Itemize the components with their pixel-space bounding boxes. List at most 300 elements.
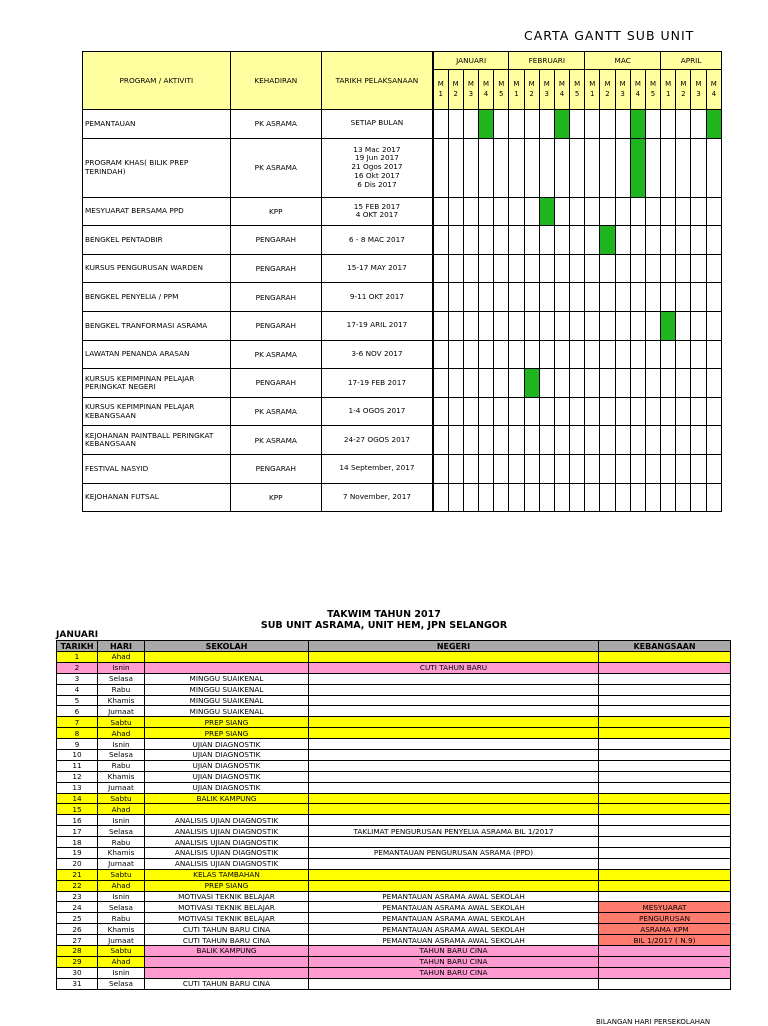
takwim-kebangsaan	[599, 673, 731, 684]
gantt-row	[83, 426, 722, 455]
gantt-week-cell	[554, 70, 569, 110]
gantt-dates	[321, 254, 433, 283]
gantt-week-slot	[478, 397, 493, 426]
takwim-kebangsaan	[599, 771, 731, 782]
gantt-week-slot	[524, 454, 539, 483]
gantt-week-slot	[661, 483, 676, 512]
takwim-day: Rabu	[98, 837, 145, 848]
gantt-week-slot	[585, 340, 600, 369]
takwim-row	[57, 869, 731, 880]
takwim-negeri: PEMANTAUAN ASRAMA AWAL SEKOLAH	[309, 935, 599, 946]
takwim-day: Ahad	[98, 652, 145, 663]
gantt-week-slot	[539, 426, 554, 455]
week-prefix: M	[543, 80, 550, 89]
gantt-week-slot	[554, 340, 569, 369]
takwim-row	[57, 880, 731, 891]
takwim-negeri	[309, 652, 599, 663]
gantt-week-slot	[494, 226, 509, 255]
gantt-week-slot	[676, 138, 691, 197]
takwim-row	[57, 913, 731, 924]
gantt-week-slot	[539, 340, 554, 369]
gantt-week-slot	[524, 254, 539, 283]
takwim-date: 21	[57, 869, 98, 880]
takwim-kebangsaan	[599, 760, 731, 771]
gantt-week-slot	[600, 283, 615, 312]
gantt-week-slot	[433, 138, 448, 197]
takwim-kebangsaan	[599, 793, 731, 804]
week-prefix: M	[513, 80, 520, 89]
takwim-date: 2	[57, 662, 98, 673]
takwim-day: Sabtu	[98, 946, 145, 957]
takwim-day: Khamis	[98, 848, 145, 859]
gantt-week-slot	[676, 369, 691, 398]
gantt-row	[83, 483, 722, 512]
takwim-date: 19	[57, 848, 98, 859]
gantt-week-slot	[706, 483, 721, 512]
takwim-kebangsaan	[599, 946, 731, 957]
gantt-row	[83, 283, 722, 312]
gantt-activity: KEJOHANAN FUTSAL	[83, 483, 231, 512]
takwim-date: 28	[57, 946, 98, 957]
takwim-negeri: CUTI TAHUN BARU	[309, 662, 599, 673]
gantt-active-cell	[661, 311, 676, 340]
gantt-week-slot	[554, 397, 569, 426]
takwim-day: Selasa	[98, 902, 145, 913]
week-number: 2	[605, 89, 610, 98]
takwim-day: Selasa	[98, 750, 145, 761]
gantt-week-slot	[585, 483, 600, 512]
takwim-row	[57, 739, 731, 750]
takwim-title: TAKWIM TAHUN 2017	[327, 609, 441, 620]
takwim-date: 9	[57, 739, 98, 750]
takwim-date: 13	[57, 782, 98, 793]
takwim-row	[57, 837, 731, 848]
gantt-table-container	[82, 51, 717, 517]
gantt-attendance: PENGARAH	[230, 311, 321, 340]
takwim-negeri	[309, 837, 599, 848]
takwim-row	[57, 793, 731, 804]
gantt-week-slot	[524, 283, 539, 312]
takwim-day: Sabtu	[98, 869, 145, 880]
gantt-week-slot	[463, 197, 478, 226]
gantt-week-cell	[494, 70, 509, 110]
gantt-week-slot	[448, 483, 463, 512]
gantt-week-slot	[554, 454, 569, 483]
gantt-week-slot	[706, 426, 721, 455]
gantt-week-slot	[706, 369, 721, 398]
gantt-week-slot	[630, 254, 645, 283]
takwim-header-row	[57, 641, 731, 652]
gantt-attendance: PENGARAH	[230, 254, 321, 283]
gantt-week-slot	[615, 197, 630, 226]
gantt-date-line: 4 OKT 2017	[355, 210, 399, 220]
takwim-row	[57, 684, 731, 695]
gantt-week-slot	[645, 483, 660, 512]
takwim-table	[56, 640, 731, 990]
gantt-activity: KURSUS PENGURUSAN WARDEN	[83, 254, 231, 283]
gantt-activity: KEJOHANAN PAINTBALL PERINGKAT KEBANGSAAN	[83, 426, 231, 455]
gantt-week-slot	[509, 369, 524, 398]
gantt-date-line: 7 November, 2017	[342, 491, 411, 501]
gantt-week-slot	[706, 340, 721, 369]
gantt-week-slot	[691, 197, 706, 226]
gantt-week-slot	[554, 369, 569, 398]
gantt-week-slot	[478, 226, 493, 255]
gantt-week-cell	[630, 70, 645, 110]
gantt-week-slot	[463, 369, 478, 398]
gantt-week-slot	[585, 426, 600, 455]
gantt-week-slot	[524, 138, 539, 197]
gantt-week-slot	[691, 454, 706, 483]
gantt-week-slot	[615, 369, 630, 398]
gantt-week-slot	[706, 283, 721, 312]
gantt-week-slot	[478, 311, 493, 340]
takwim-sekolah: PREP SIANG	[145, 880, 309, 891]
takwim-kebangsaan	[599, 891, 731, 902]
gantt-week-slot	[463, 426, 478, 455]
gantt-week-slot	[630, 454, 645, 483]
gantt-week-slot	[524, 483, 539, 512]
gantt-week-cell	[706, 70, 721, 110]
takwim-month-label: JANUARI	[56, 630, 99, 640]
takwim-day: Khamis	[98, 771, 145, 782]
takwim-kebangsaan	[599, 717, 731, 728]
gantt-dates	[321, 138, 433, 197]
takwim-day: Rabu	[98, 760, 145, 771]
gantt-active-cell	[539, 197, 554, 226]
week-prefix: M	[452, 80, 459, 89]
takwim-row	[57, 826, 731, 837]
gantt-week-cell	[463, 70, 478, 110]
gantt-week-slot	[600, 426, 615, 455]
gantt-week-slot	[524, 311, 539, 340]
gantt-week-slot	[630, 283, 645, 312]
gantt-week-slot	[600, 369, 615, 398]
gantt-week-slot	[539, 283, 554, 312]
takwim-negeri	[309, 728, 599, 739]
takwim-date: 6	[57, 706, 98, 717]
gantt-week-slot	[691, 283, 706, 312]
gantt-week-slot	[478, 426, 493, 455]
gantt-week-slot	[570, 483, 585, 512]
gantt-activity: LAWATAN PENANDA ARASAN	[83, 340, 231, 369]
takwim-day: Rabu	[98, 684, 145, 695]
takwim-row	[57, 902, 731, 913]
gantt-week-slot	[448, 138, 463, 197]
gantt-week-slot	[661, 226, 676, 255]
gantt-week-slot	[645, 254, 660, 283]
gantt-week-slot	[585, 254, 600, 283]
gantt-week-slot	[494, 254, 509, 283]
takwim-table-container	[56, 640, 730, 1002]
gantt-row	[83, 254, 722, 283]
takwim-date: 10	[57, 750, 98, 761]
gantt-dates	[321, 197, 433, 226]
gantt-week-cell	[524, 70, 539, 110]
takwim-kebangsaan	[599, 750, 731, 761]
gantt-week-slot	[585, 226, 600, 255]
gantt-week-slot	[645, 138, 660, 197]
takwim-kebangsaan	[599, 826, 731, 837]
gantt-week-slot	[554, 483, 569, 512]
footer-note: BILANGAN HARI PERSEKOLAHAN	[596, 1018, 711, 1026]
week-number: 1	[514, 89, 519, 98]
takwim-sekolah: ANALISIS UJIAN DIAGNOSTIK	[145, 858, 309, 869]
takwim-negeri	[309, 782, 599, 793]
gantt-week-slot	[448, 197, 463, 226]
gantt-month-1: FEBRUARI	[509, 52, 585, 70]
takwim-date: 30	[57, 967, 98, 978]
gantt-week-slot	[463, 454, 478, 483]
gantt-activity: BENGKEL PENTADBIR	[83, 226, 231, 255]
gantt-week-slot	[494, 426, 509, 455]
gantt-week-slot	[570, 254, 585, 283]
takwim-row	[57, 935, 731, 946]
gantt-week-slot	[539, 226, 554, 255]
gantt-week-slot	[615, 340, 630, 369]
gantt-week-cell	[478, 70, 493, 110]
gantt-week-slot	[600, 197, 615, 226]
takwim-day: Ahad	[98, 880, 145, 891]
gantt-week-slot	[554, 197, 569, 226]
gantt-dates	[321, 426, 433, 455]
gantt-week-slot	[585, 283, 600, 312]
gantt-week-slot	[509, 311, 524, 340]
takwim-day: Jumaat	[98, 706, 145, 717]
gantt-week-slot	[570, 226, 585, 255]
takwim-kebangsaan	[599, 837, 731, 848]
gantt-attendance: PK ASRAMA	[230, 426, 321, 455]
week-prefix: M	[528, 80, 535, 89]
week-number: 2	[453, 89, 458, 98]
gantt-week-slot	[645, 311, 660, 340]
takwim-negeri	[309, 706, 599, 717]
gantt-week-slot	[585, 397, 600, 426]
takwim-sekolah: MOTIVASI TEKNIK BELAJAR	[145, 891, 309, 902]
gantt-week-slot	[448, 311, 463, 340]
takwim-row	[57, 967, 731, 978]
gantt-week-slot	[433, 254, 448, 283]
takwim-date: 4	[57, 684, 98, 695]
gantt-attendance: PK ASRAMA	[230, 340, 321, 369]
week-number: 3	[544, 89, 549, 98]
gantt-activity: BENGKEL TRANFORMASI ASRAMA	[83, 311, 231, 340]
takwim-day: Selasa	[98, 673, 145, 684]
gantt-week-slot	[570, 340, 585, 369]
gantt-header-program: PROGRAM / AKTIVITI	[83, 52, 231, 110]
takwim-sekolah: KELAS TAMBAHAN	[145, 869, 309, 880]
gantt-week-slot	[478, 138, 493, 197]
gantt-dates	[321, 283, 433, 312]
gantt-week-slot	[661, 397, 676, 426]
takwim-kebangsaan	[599, 804, 731, 815]
takwim-sekolah: ANALISIS UJIAN DIAGNOSTIK	[145, 837, 309, 848]
gantt-dates	[321, 340, 433, 369]
week-number: 1	[665, 89, 671, 98]
gantt-week-slot	[463, 110, 478, 139]
takwim-date: 8	[57, 728, 98, 739]
gantt-week-slot	[600, 110, 615, 139]
gantt-week-slot	[585, 110, 600, 139]
takwim-negeri	[309, 793, 599, 804]
gantt-row	[83, 369, 722, 398]
week-number: 4	[483, 89, 489, 98]
takwim-kebangsaan	[599, 869, 731, 880]
week-number: 5	[650, 89, 656, 98]
gantt-week-slot	[661, 283, 676, 312]
takwim-date: 27	[57, 935, 98, 946]
gantt-attendance: PK ASRAMA	[230, 397, 321, 426]
gantt-week-slot	[539, 369, 554, 398]
takwim-row	[57, 771, 731, 782]
takwim-sekolah: MOTIVASI TEKNIK BELAJAR	[145, 902, 309, 913]
gantt-week-slot	[600, 138, 615, 197]
takwim-row	[57, 978, 731, 989]
gantt-week-slot	[554, 138, 569, 197]
gantt-week-slot	[676, 397, 691, 426]
gantt-week-slot	[539, 110, 554, 139]
gantt-week-slot	[661, 340, 676, 369]
takwim-sekolah: UJIAN DIAGNOSTIK	[145, 782, 309, 793]
takwim-day: Ahad	[98, 728, 145, 739]
takwim-date: 23	[57, 891, 98, 902]
gantt-week-slot	[706, 254, 721, 283]
takwim-row	[57, 750, 731, 761]
takwim-row	[57, 848, 731, 859]
takwim-date: 18	[57, 837, 98, 848]
takwim-row	[57, 782, 731, 793]
takwim-sekolah: CUTI TAHUN BARU CINA	[145, 978, 309, 989]
takwim-kebangsaan	[599, 978, 731, 989]
takwim-day: Isnin	[98, 739, 145, 750]
gantt-week-slot	[554, 254, 569, 283]
gantt-date-line: 1-4 OGOS 2017	[348, 406, 406, 416]
gantt-week-slot	[570, 311, 585, 340]
takwim-sekolah: MINGGU SUAIKENAL	[145, 673, 309, 684]
takwim-sekolah: UJIAN DIAGNOSTIK	[145, 760, 309, 771]
gantt-date-line: 15 FEB 2017	[353, 201, 401, 211]
gantt-week-slot	[448, 454, 463, 483]
takwim-sekolah: ANALISIS UJIAN DIAGNOSTIK	[145, 826, 309, 837]
takwim-date: 31	[57, 978, 98, 989]
gantt-week-slot	[615, 254, 630, 283]
gantt-week-slot	[630, 311, 645, 340]
gantt-attendance: KPP	[230, 197, 321, 226]
takwim-header-hari: HARI	[98, 641, 145, 652]
gantt-week-slot	[494, 397, 509, 426]
takwim-date: 26	[57, 924, 98, 935]
gantt-week-slot	[630, 397, 645, 426]
gantt-table	[82, 51, 722, 512]
takwim-kebangsaan	[599, 782, 731, 793]
takwim-row	[57, 673, 731, 684]
gantt-week-cell	[509, 70, 524, 110]
takwim-row	[57, 717, 731, 728]
takwim-sekolah: ANALISIS UJIAN DIAGNOSTIK	[145, 815, 309, 826]
takwim-row	[57, 924, 731, 935]
week-prefix: M	[665, 80, 672, 89]
gantt-week-slot	[433, 369, 448, 398]
gantt-activity: FESTIVAL NASYID	[83, 454, 231, 483]
gantt-week-slot	[463, 254, 478, 283]
gantt-week-slot	[448, 397, 463, 426]
gantt-week-slot	[433, 311, 448, 340]
gantt-week-slot	[539, 454, 554, 483]
week-prefix: M	[574, 80, 581, 89]
takwim-negeri: TAHUN BARU CINA	[309, 946, 599, 957]
week-prefix: M	[467, 80, 474, 89]
gantt-week-slot	[600, 340, 615, 369]
week-number: 4	[559, 89, 565, 98]
gantt-dates	[321, 454, 433, 483]
gantt-week-slot	[478, 197, 493, 226]
gantt-activity: PROGRAM KHAS( BILIK PREP TERINDAH)	[83, 138, 231, 197]
takwim-sekolah	[145, 967, 309, 978]
gantt-week-slot	[478, 454, 493, 483]
gantt-dates	[321, 369, 433, 398]
takwim-date: 5	[57, 695, 98, 706]
gantt-week-slot	[691, 110, 706, 139]
takwim-kebangsaan: MESYUARAT	[599, 902, 731, 913]
gantt-week-slot	[661, 369, 676, 398]
takwim-day: Jumaat	[98, 782, 145, 793]
gantt-week-slot	[630, 369, 645, 398]
gantt-week-slot	[630, 426, 645, 455]
gantt-attendance: PENGARAH	[230, 283, 321, 312]
takwim-kebangsaan: PENGURUSAN	[599, 913, 731, 924]
takwim-kebangsaan	[599, 880, 731, 891]
takwim-row	[57, 695, 731, 706]
gantt-week-slot	[478, 340, 493, 369]
takwim-negeri	[309, 760, 599, 771]
gantt-week-slot	[433, 110, 448, 139]
gantt-activity: KURSUS KEPIMPINAN PELAJAR KEBANGSAAN	[83, 397, 231, 426]
gantt-week-slot	[706, 138, 721, 197]
gantt-week-slot	[676, 340, 691, 369]
gantt-week-slot	[661, 197, 676, 226]
gantt-week-slot	[691, 397, 706, 426]
takwim-negeri: TAKLIMAT PENGURUSAN PENYELIA ASRAMA BIL 1/2017	[309, 826, 599, 837]
gantt-week-slot	[539, 138, 554, 197]
gantt-week-slot	[509, 197, 524, 226]
gantt-week-slot	[600, 454, 615, 483]
gantt-week-slot	[463, 311, 478, 340]
takwim-negeri	[309, 858, 599, 869]
gantt-week-slot	[448, 369, 463, 398]
takwim-day: Selasa	[98, 978, 145, 989]
gantt-week-slot	[509, 254, 524, 283]
gantt-week-slot	[478, 369, 493, 398]
takwim-date: 1	[57, 652, 98, 663]
week-number: 5	[499, 89, 504, 98]
takwim-day: Isnin	[98, 662, 145, 673]
takwim-row	[57, 652, 731, 663]
gantt-week-slot	[463, 340, 478, 369]
gantt-week-slot	[448, 426, 463, 455]
gantt-week-cell	[539, 70, 554, 110]
gantt-week-slot	[691, 426, 706, 455]
week-number: 2	[681, 89, 686, 98]
week-number: 1	[438, 89, 443, 98]
takwim-day: Isnin	[98, 967, 145, 978]
takwim-kebangsaan	[599, 848, 731, 859]
gantt-week-slot	[615, 483, 630, 512]
gantt-row	[83, 226, 722, 255]
takwim-date: 14	[57, 793, 98, 804]
gantt-week-slot	[509, 110, 524, 139]
gantt-week-slot	[706, 454, 721, 483]
gantt-week-slot	[570, 283, 585, 312]
